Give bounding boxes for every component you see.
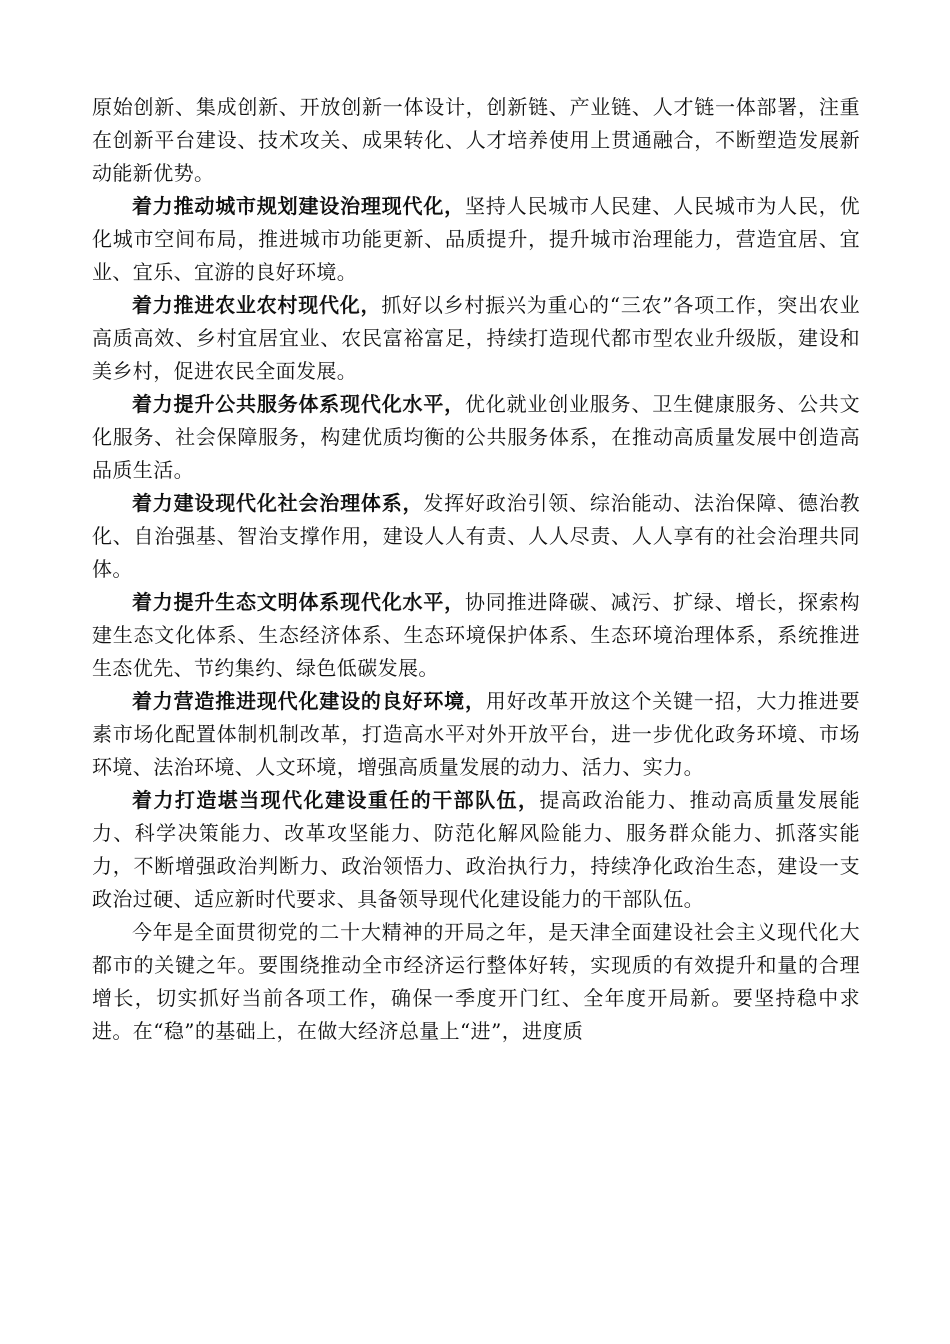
paragraph-lead: 着力打造堪当现代化建设重任的干部队伍， xyxy=(132,788,540,812)
paragraph-9 xyxy=(92,916,860,1048)
paragraph-body: 抓好以乡村振兴为重心的“三农”各项工作，突出农业高质高效、乡村宜居宜业、农民富裕富足，持续打造现代都市型农业升级版，建设和美乡村，促进农民全面发展。 xyxy=(92,293,860,383)
paragraph-body: 原始创新、集成创新、开放创新一体设计，创新链、产业链、人才链一体部署，注重在创新平台建设、技术攻关、成果转化、人才培养使用上贯通融合，不断塑造发展新动能新优势。 xyxy=(92,95,860,185)
paragraph-lead: 着力提升生态文明体系现代化水平， xyxy=(132,590,465,614)
paragraph-7 xyxy=(92,685,860,784)
paragraph-body: 发挥好政治引领、综治能动、法治保障、德治教化、自治强基、智治支撑作用，建设人人有责、人人尽责、人人享有的社会治理共同体。 xyxy=(92,491,860,581)
paragraph-body: 用好改革开放这个关键一招，大力推进要素市场化配置体制机制改革，打造高水平对外开放平台，进一步优化政务环境、市场环境、法治环境、人文环境，增强高质量发展的动力、活力、实力。 xyxy=(92,689,860,779)
paragraph-5 xyxy=(92,487,860,586)
paragraph-lead: 着力建设现代化社会治理体系， xyxy=(132,491,424,515)
paragraph-body: 提高政治能力、推动高质量发展能力、科学决策能力、改革攻坚能力、防范化解风险能力、服务群众能力、抓落实能力，不断增强政治判断力、政治领悟力、政治执行力，持续净化政治生态，建设一支政治过硬、适应新时代要求、具备领导现代化建设能力的干部队伍。 xyxy=(92,788,860,911)
paragraph-body: 优化就业创业服务、卫生健康服务、公共文化服务、社会保障服务，构建优质均衡的公共服务体系，在推动高质量发展中创造高品质生活。 xyxy=(92,392,860,482)
document-page xyxy=(92,91,860,1048)
paragraph-body: 协同推进降碳、减污、扩绿、增长，探索构建生态文化体系、生态经济体系、生态环境保护体系、生态环境治理体系，系统推进生态优先、节约集约、绿色低碳发展。 xyxy=(92,590,860,680)
paragraph-6 xyxy=(92,586,860,685)
paragraph-lead: 着力提升公共服务体系现代化水平， xyxy=(132,392,465,416)
paragraph-body: 坚持人民城市人民建、人民城市为人民，优化城市空间布局，推进城市功能更新、品质提升，提升城市治理能力，营造宜居、宜业、宜乐、宜游的良好环境。 xyxy=(92,194,860,284)
paragraph-3 xyxy=(92,289,860,388)
paragraph-8 xyxy=(92,784,860,916)
paragraph-lead: 着力推动城市规划建设治理现代化， xyxy=(132,194,465,218)
paragraph-lead: 着力推进农业农村现代化， xyxy=(132,293,382,317)
paragraph-lead: 着力营造推进现代化建设的良好环境， xyxy=(132,689,486,713)
paragraph-body: 今年是全面贯彻党的二十大精神的开局之年，是天津全面建设社会主义现代化大都市的关键之年。要围绕推动全市经济运行整体好转，实现质的有效提升和量的合理增长，切实抓好当前各项工作，确保一季度开门红、全年度开局新。要坚持稳中求进。在“稳”的基础上，在做大经济总量上“进”，进度质 xyxy=(92,920,860,1043)
paragraph-2 xyxy=(92,190,860,289)
paragraph-1 xyxy=(92,91,860,190)
paragraph-4 xyxy=(92,388,860,487)
